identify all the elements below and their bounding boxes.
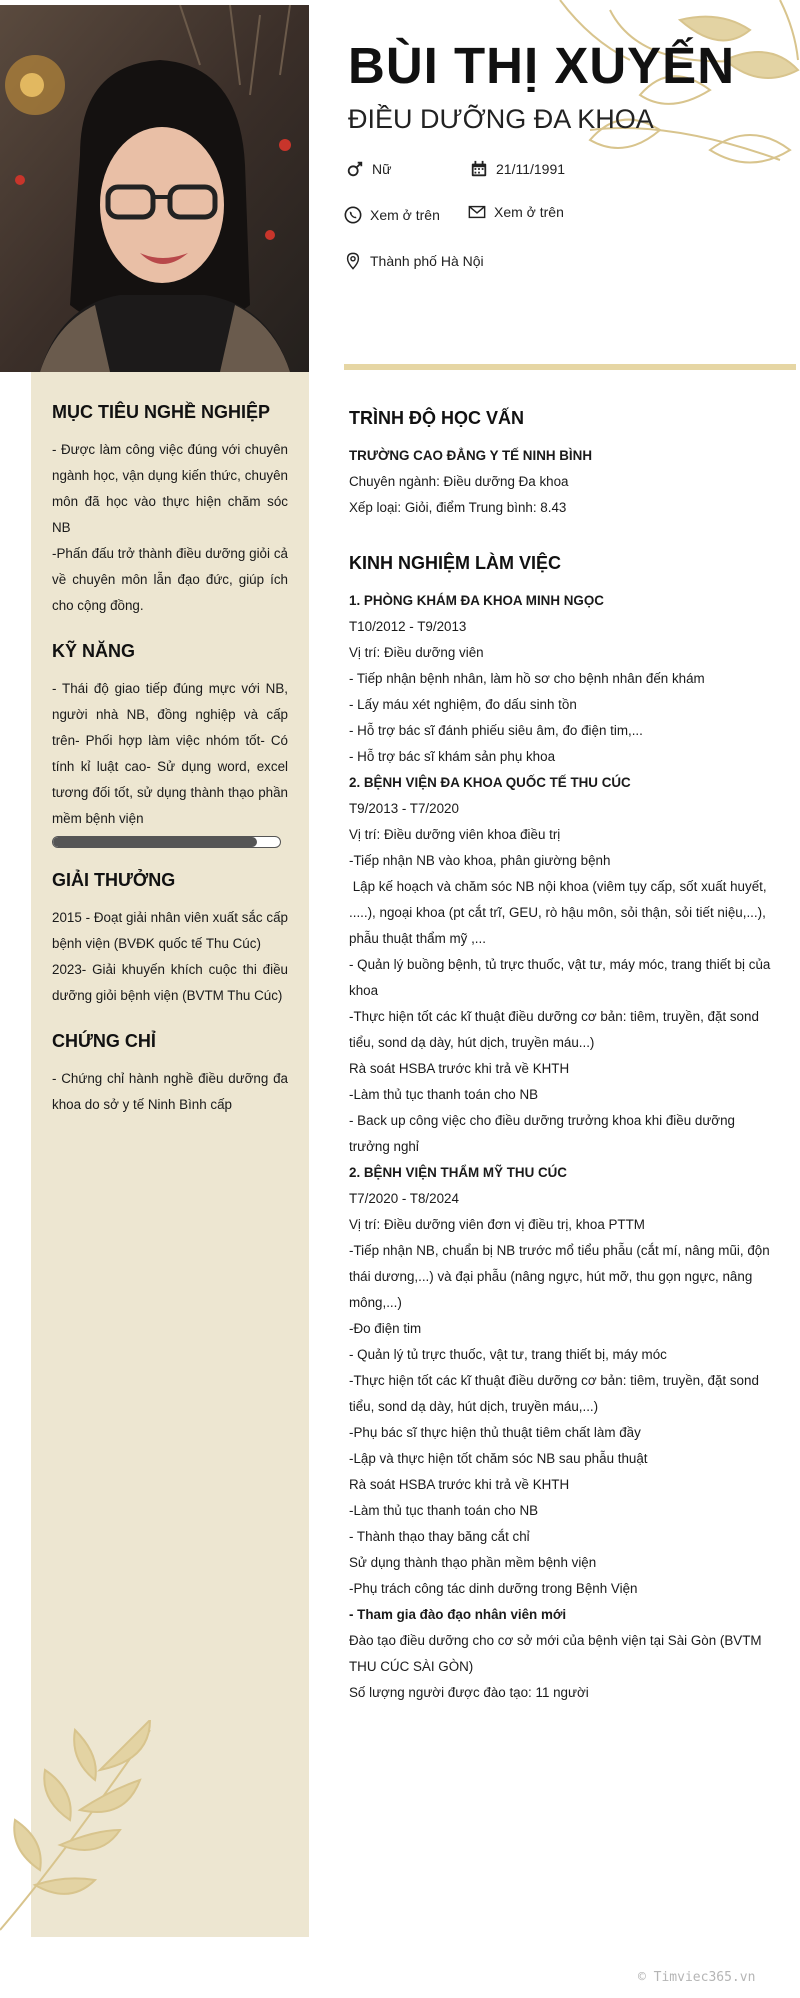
birthdate-text: 21/11/1991 xyxy=(496,161,566,177)
skill-level-bar xyxy=(52,836,281,848)
header-divider xyxy=(344,364,796,370)
certificates-heading: CHỨNG CHỈ xyxy=(52,1031,156,1051)
training-line: Số lượng người được đào tạo: 11 người xyxy=(349,1685,589,1700)
award-item-2: 2023- Giải khuyến khích cuộc thi điều dưỡng giỏi bệnh viện (BVTM Thu Cúc) xyxy=(52,962,288,1003)
education-major: Chuyên ngành: Điều dưỡng Đa khoa xyxy=(349,474,569,489)
address-info xyxy=(344,252,484,270)
job-duty: -Phụ trách công tác dinh dưỡng trong Bệnh Viện xyxy=(349,1581,638,1596)
main-content xyxy=(349,408,774,1706)
skills-heading: KỸ NĂNG xyxy=(52,641,136,661)
job-period: T10/2012 - T9/2013 xyxy=(349,619,467,634)
job-duty: Rà soát HSBA trước khi trả về KHTH xyxy=(349,1061,570,1076)
training-heading: - Tham gia đào đạo nhân viên mới xyxy=(349,1607,567,1622)
job-period: T9/2013 - T7/2020 xyxy=(349,801,459,816)
gender-icon xyxy=(346,160,364,178)
award-item-1: 2015 - Đoạt giải nhân viên xuất sắc cấp bệnh viện (BVĐK quốc tế Thu Cúc) xyxy=(52,910,288,951)
job-title: 1. PHÒNG KHÁM ĐA KHOA MINH NGỌC xyxy=(349,593,604,608)
leaf-decoration-top xyxy=(550,0,800,200)
objective-text-2: -Phấn đấu trở thành điều dưỡng giỏi cả về chuyên môn lẫn đạo đức, giúp ích cho cộng đồng. xyxy=(52,546,288,613)
job-duty: -Làm thủ tục thanh toán cho NB xyxy=(349,1503,539,1518)
job-duty: -Lập và thực hiện tốt chăm sóc NB sau phẫu thuật xyxy=(349,1451,648,1466)
job-title: ĐIỀU DƯỠNG ĐA KHOA xyxy=(348,104,654,134)
job-duty: Sử dụng thành thạo phần mềm bệnh viện xyxy=(349,1555,597,1570)
job-duty: -Tiếp nhận NB, chuẩn bị NB trước mổ tiểu phẫu (cắt mí, nâng mũi, độn thái dương,...) và đại phẫu (nâng ngực, hút mỡ, thu gọn ngực, nâng mông,...) xyxy=(349,1243,770,1310)
skills-section xyxy=(52,641,288,848)
email-info xyxy=(468,203,564,221)
profile-photo-illustration xyxy=(0,5,309,372)
job-duty: - Quản lý buồng bệnh, tủ trực thuốc, vật tư, máy móc, trang thiết bị của khoa xyxy=(349,957,771,998)
job-title: 2. BỆNH VIỆN ĐA KHOA QUỐC TẾ THU CÚC xyxy=(349,775,631,790)
job-duty: - Quản lý tủ trực thuốc, vật tư, trang thiết bị, máy móc xyxy=(349,1347,667,1362)
job-duty: Rà soát HSBA trước khi trả về KHTH xyxy=(349,1477,570,1492)
email-text: Xem ở trên xyxy=(494,204,564,220)
objective-heading: MỤC TIÊU NGHỀ NGHIỆP xyxy=(52,402,271,422)
sidebar xyxy=(31,372,309,1937)
job-duty: - Thành thạo thay băng cắt chỉ xyxy=(349,1529,530,1544)
education-section xyxy=(349,408,774,521)
candidate-name: BÙI THỊ XUYẾN xyxy=(348,37,736,94)
job-duty: - Lấy máu xét nghiệm, đo dấu sinh tồn xyxy=(349,697,577,712)
job-period: T7/2020 - T8/2024 xyxy=(349,1191,459,1206)
job-duty: -Phụ bác sĩ thực hiện thủ thuật tiêm chất làm đầy xyxy=(349,1425,641,1440)
profile-photo xyxy=(0,5,309,372)
certificates-section xyxy=(52,1031,288,1118)
education-grade: Xếp loại: Giỏi, điểm Trung bình: 8.43 xyxy=(349,500,567,515)
leaf-decoration-bottom xyxy=(0,1720,160,1940)
skills-text: - Thái độ giao tiếp đúng mực với NB, người nhà NB, đồng nghiệp và cấp trên- Phối hợp làm việc nhóm tốt- Có tính kỉ luật cao- Sử dụng word, excel tương đối tốt, sử dụng thành thạo phần mềm bệnh viện xyxy=(52,681,288,826)
watermark: © Timviec365.vn xyxy=(638,1970,756,1985)
email-icon xyxy=(468,203,486,221)
objective-section xyxy=(52,402,288,619)
phone-info xyxy=(344,206,440,224)
job-duty: - Hỗ trợ bác sĩ đánh phiếu siêu âm, đo điện tim,... xyxy=(349,723,643,738)
job-entry xyxy=(349,770,774,1160)
job-duty: -Đo điện tim xyxy=(349,1321,422,1336)
awards-heading: GIẢI THƯỞNG xyxy=(52,870,176,890)
job-duty: -Thực hiện tốt các kĩ thuật điều dưỡng cơ bản: tiêm, truyền, đặt sond tiểu, sond dạ dày, hút dịch, truyền máu...) xyxy=(349,1009,759,1050)
calendar-icon xyxy=(470,160,488,178)
location-pin-icon xyxy=(344,252,362,270)
job-duty: Lập kế hoạch và chăm sóc NB nội khoa (viêm tụy cấp, sốt xuất huyết, .....), ngoại khoa (pt cắt trĩ, GEU, rò hậu môn, sỏi thận, sỏi tiết niệu,...), phẫu thuật thẩm mỹ ,... xyxy=(349,879,771,946)
gender-info xyxy=(346,160,391,178)
phone-text: Xem ở trên xyxy=(370,207,440,223)
training-line: Đào tạo điều dưỡng cho cơ sở mới của bệnh viện tại Sài Gòn (BVTM THU CÚC SÀI GÒN) xyxy=(349,1633,762,1674)
job-position: Vị trí: Điều dưỡng viên khoa điều trị xyxy=(349,827,561,842)
gender-text: Nữ xyxy=(372,161,392,177)
job-duty: -Tiếp nhận NB vào khoa, phân giường bệnh xyxy=(349,853,611,868)
birthdate-info xyxy=(470,160,565,178)
job-position: Vị trí: Điều dưỡng viên xyxy=(349,645,484,660)
job-title: 2. BỆNH VIỆN THẨM MỸ THU CÚC xyxy=(349,1165,567,1180)
education-heading: TRÌNH ĐỘ HỌC VẤN xyxy=(349,408,524,428)
experience-section xyxy=(349,553,774,1706)
awards-section xyxy=(52,870,288,1009)
certificate-item: - Chứng chỉ hành nghề điều dưỡng đa khoa do sở y tế Ninh Bình cấp xyxy=(52,1071,288,1112)
job-duty: - Tiếp nhận bệnh nhân, làm hồ sơ cho bệnh nhân đến khám xyxy=(349,671,705,686)
job-duty: - Back up công việc cho điều dưỡng trưởng khoa khi điều dưỡng trưởng nghỉ xyxy=(349,1113,735,1154)
job-entry xyxy=(349,1160,774,1706)
skill-level-fill xyxy=(53,837,257,847)
objective-text-1: - Được làm công việc đúng với chuyên ngành học, vận dụng kiến thức, chuyên môn đã học vào thực hiện chăm sóc NB xyxy=(52,442,288,535)
job-duty: -Thực hiện tốt các kĩ thuật điều dưỡng cơ bản: tiêm, truyền, đặt sond tiểu, sond dạ dày, hút dịch, truyền máu,...) xyxy=(349,1373,759,1414)
school-name: TRƯỜNG CAO ĐẲNG Y TẾ NINH BÌNH xyxy=(349,448,592,463)
job-duty: -Làm thủ tục thanh toán cho NB xyxy=(349,1087,539,1102)
job-position: Vị trí: Điều dưỡng viên đơn vị điều trị, khoa PTTM xyxy=(349,1217,645,1232)
job-entry xyxy=(349,588,774,770)
experience-heading: KINH NGHIỆM LÀM VIỆC xyxy=(349,553,562,573)
address-text: Thành phố Hà Nội xyxy=(370,253,484,269)
phone-icon xyxy=(344,206,362,224)
job-duty: - Hỗ trợ bác sĩ khám sản phụ khoa xyxy=(349,749,556,764)
